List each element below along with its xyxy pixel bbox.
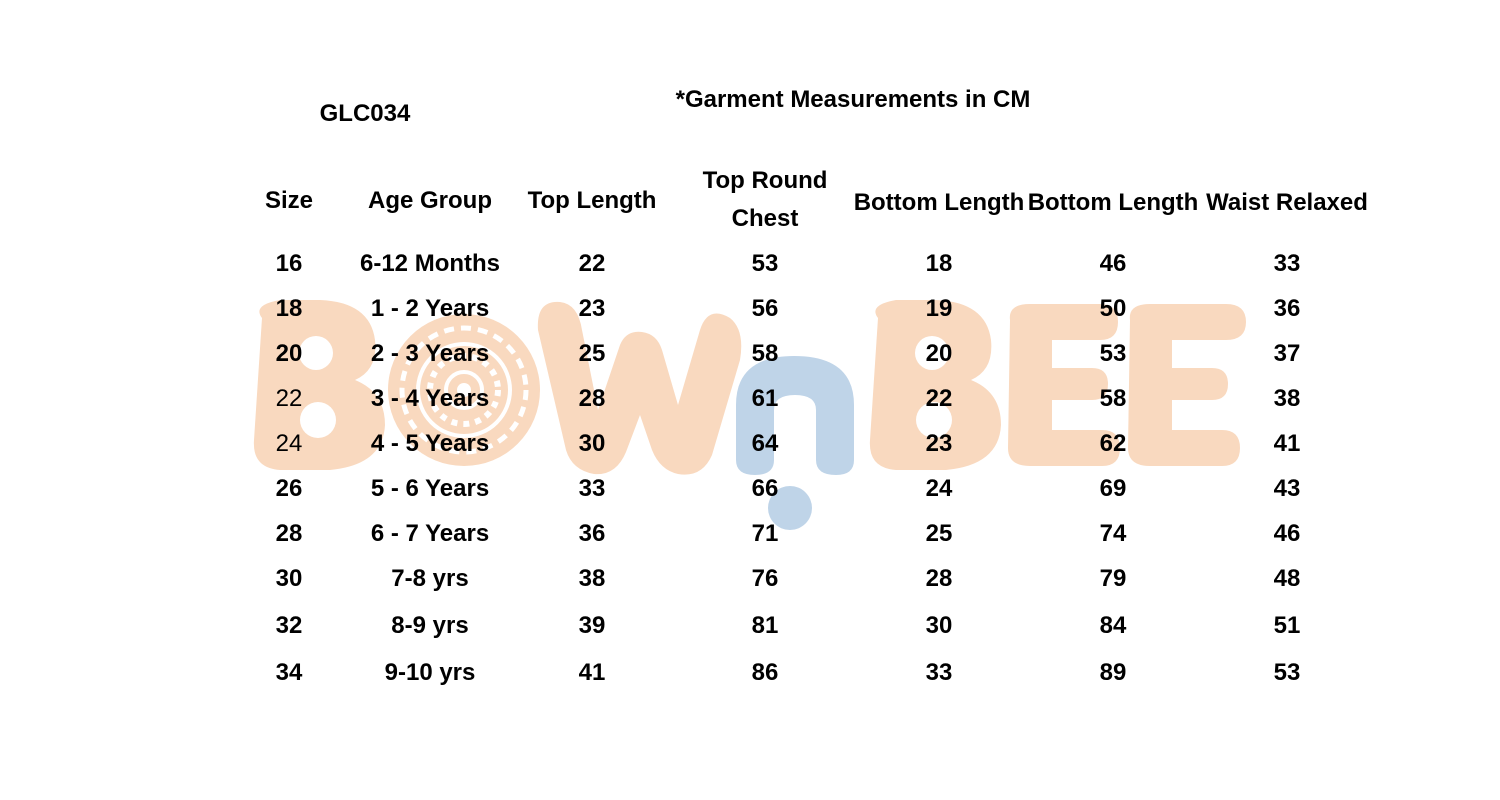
- cell-bottom-length-2: 69: [1099, 475, 1127, 502]
- cell-waist-relaxed: 48: [1273, 565, 1301, 592]
- cell-top-length: 41: [578, 659, 606, 686]
- cell-top-round-chest: 86: [751, 659, 779, 686]
- cell-size: 24: [275, 430, 303, 457]
- cell-bottom-length-1: 18: [925, 250, 953, 277]
- cell-waist-relaxed: 41: [1273, 430, 1301, 457]
- cell-size: 30: [275, 565, 303, 592]
- cell-age-group: 4 - 5 Years: [370, 430, 490, 457]
- cell-size: 22: [275, 385, 303, 412]
- header-bottom-length-2: Bottom Length: [1027, 189, 1199, 216]
- cell-size: 18: [275, 295, 303, 322]
- cell-top-round-chest: 56: [751, 295, 779, 322]
- cell-top-length: 28: [578, 385, 606, 412]
- cell-age-group: 6 - 7 Years: [370, 520, 490, 547]
- cell-waist-relaxed: 33: [1273, 250, 1301, 277]
- cell-top-round-chest: 71: [751, 520, 779, 547]
- cell-bottom-length-2: 89: [1099, 659, 1127, 686]
- cell-size: 34: [275, 659, 303, 686]
- cell-age-group: 6-12 Months: [359, 250, 501, 277]
- cell-top-length: 23: [578, 295, 606, 322]
- cell-top-length: 25: [578, 340, 606, 367]
- cell-top-round-chest: 64: [751, 430, 779, 457]
- header-bottom-length-1: Bottom Length: [853, 189, 1025, 216]
- cell-age-group: 1 - 2 Years: [370, 295, 490, 322]
- cell-size: 28: [275, 520, 303, 547]
- cell-bottom-length-2: 50: [1099, 295, 1127, 322]
- cell-top-round-chest: 81: [751, 612, 779, 639]
- cell-age-group: 9-10 yrs: [384, 659, 476, 686]
- cell-waist-relaxed: 43: [1273, 475, 1301, 502]
- cell-age-group: 5 - 6 Years: [370, 475, 490, 502]
- cell-size: 32: [275, 612, 303, 639]
- cell-top-round-chest: 58: [751, 340, 779, 367]
- cell-size: 16: [275, 250, 303, 277]
- cell-bottom-length-1: 19: [925, 295, 953, 322]
- watermark-letter-w: [538, 302, 741, 475]
- watermark-letter-b: [254, 300, 385, 470]
- cell-top-length: 33: [578, 475, 606, 502]
- header-size: Size: [264, 187, 314, 214]
- watermark-letter-e2: [1128, 304, 1246, 466]
- cell-age-group: 2 - 3 Years: [370, 340, 490, 367]
- cell-bottom-length-2: 53: [1099, 340, 1127, 367]
- cell-bottom-length-2: 74: [1099, 520, 1127, 547]
- cell-waist-relaxed: 51: [1273, 612, 1301, 639]
- cell-bottom-length-2: 46: [1099, 250, 1127, 277]
- cell-age-group: 7-8 yrs: [391, 565, 469, 592]
- cell-size: 26: [275, 475, 303, 502]
- cell-bottom-length-1: 20: [925, 340, 953, 367]
- cell-age-group: 3 - 4 Years: [370, 385, 490, 412]
- product-code: GLC034: [319, 100, 411, 127]
- cell-bottom-length-1: 28: [925, 565, 953, 592]
- header-top-round-chest: Top Round Chest: [702, 167, 828, 232]
- cell-bottom-length-1: 33: [925, 659, 953, 686]
- cell-bottom-length-2: 79: [1099, 565, 1127, 592]
- cell-waist-relaxed: 37: [1273, 340, 1301, 367]
- cell-age-group: 8-9 yrs: [391, 612, 469, 639]
- cell-bottom-length-1: 30: [925, 612, 953, 639]
- cell-waist-relaxed: 38: [1273, 385, 1301, 412]
- header-top-length: Top Length: [527, 187, 657, 214]
- cell-bottom-length-1: 25: [925, 520, 953, 547]
- cell-top-round-chest: 66: [751, 475, 779, 502]
- cell-waist-relaxed: 46: [1273, 520, 1301, 547]
- cell-top-length: 30: [578, 430, 606, 457]
- cell-top-round-chest: 76: [751, 565, 779, 592]
- cell-bottom-length-2: 58: [1099, 385, 1127, 412]
- cell-waist-relaxed: 36: [1273, 295, 1301, 322]
- cell-bottom-length-1: 23: [925, 430, 953, 457]
- cell-bottom-length-2: 62: [1099, 430, 1127, 457]
- cell-top-length: 39: [578, 612, 606, 639]
- measurement-note: *Garment Measurements in CM: [675, 86, 1031, 113]
- cell-top-round-chest: 53: [751, 250, 779, 277]
- cell-waist-relaxed: 53: [1273, 659, 1301, 686]
- cell-bottom-length-2: 84: [1099, 612, 1127, 639]
- cell-bottom-length-1: 22: [925, 385, 953, 412]
- cell-top-round-chest: 61: [751, 385, 779, 412]
- cell-top-length: 36: [578, 520, 606, 547]
- cell-bottom-length-1: 24: [925, 475, 953, 502]
- cell-top-length: 38: [578, 565, 606, 592]
- cell-size: 20: [275, 340, 303, 367]
- header-waist-relaxed: Waist Relaxed: [1206, 189, 1368, 216]
- cell-top-length: 22: [578, 250, 606, 277]
- header-age-group: Age Group: [368, 187, 492, 214]
